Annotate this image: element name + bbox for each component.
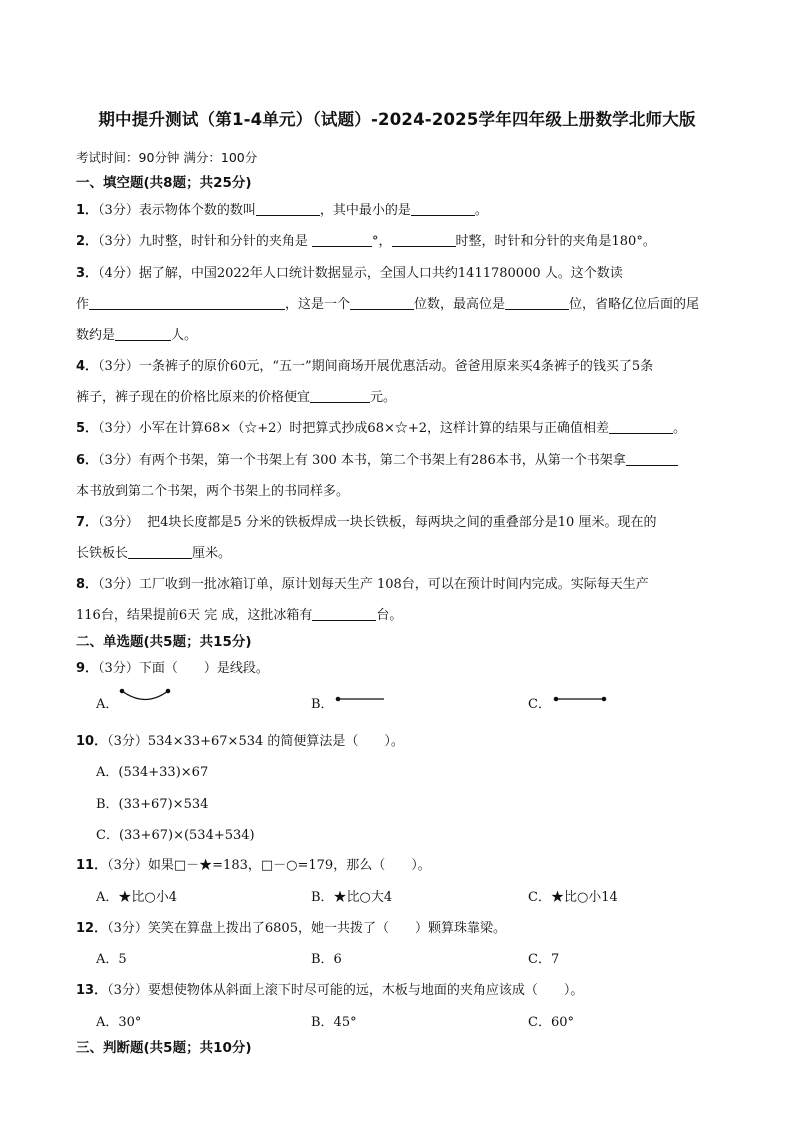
answer-blank[interactable] [609, 419, 673, 434]
question-score: （3分） [107, 858, 148, 873]
question-text: 元。 [370, 390, 397, 405]
answer-blank[interactable] [256, 201, 320, 216]
answer-blank[interactable] [310, 388, 370, 403]
question-10 [76, 730, 404, 749]
answer-blank[interactable] [392, 232, 456, 247]
question-number: 12． [76, 921, 108, 936]
question-text: 有两个书架，第一个书架上有 300 本书，第二个书架上有286本书，从第一个书架拿 [138, 453, 626, 468]
question-number: 3． [76, 266, 99, 281]
question-text: 数约是 [76, 328, 116, 343]
answer-blank[interactable] [626, 451, 678, 466]
question-text: 厘米。 [192, 546, 232, 561]
question-3 [76, 262, 623, 281]
question-score: （3分） [107, 734, 148, 749]
question-6 [76, 449, 678, 468]
section-heading-fill-in: 一、填空题(共8题；共25分) [76, 175, 252, 191]
question-text: 九时整，时针和分针的夹角是 [138, 234, 308, 249]
question-4-line-2 [76, 386, 396, 405]
option-c[interactable]: C．60° [528, 1015, 574, 1030]
question-2 [76, 230, 656, 249]
option-c[interactable]: C．★比○小14 [528, 890, 618, 905]
answer-blank[interactable] [128, 544, 192, 559]
question-number: 1． [76, 203, 99, 218]
question-text: 116台，结果提前6天 完 成，这批冰箱有 [76, 608, 313, 623]
option-a[interactable]: A．5 [96, 952, 127, 967]
question-number: 8． [76, 577, 99, 592]
option-a[interactable]: A．★比○小4 [96, 890, 178, 905]
option-c[interactable]: C． [528, 697, 551, 712]
page-title: 期中提升测试（第1-4单元）（试题）-2024-2025学年四年级上册数学北师大版 [98, 110, 696, 129]
question-text: 人。 [171, 328, 198, 343]
question-text: 把4块长度都是5 分米的铁板焊成一块长铁板，每两块之间的重叠部分是10 厘米。现在的 [147, 515, 657, 530]
question-text: 如果□－★=183，□－○=179，那么（ ）。 [147, 858, 431, 873]
question-8 [76, 573, 649, 592]
question-9 [76, 657, 269, 676]
question-5 [76, 417, 686, 436]
question-score: （3分） [98, 661, 139, 676]
question-number: 10． [76, 734, 108, 749]
question-text: 下面（ ）是线段。 [138, 661, 269, 676]
answer-blank[interactable] [411, 201, 475, 216]
section-heading-true-false: 三、判断题(共5题；共10分) [76, 1040, 252, 1056]
section-heading-single-choice: 二、单选题(共5题；共15分) [76, 634, 252, 650]
question-text: 位数，最高位是 [414, 297, 506, 312]
answer-blank[interactable] [505, 295, 569, 310]
question-text: 工厂收到一批冰箱订单，原计划每天生产 108台，可以在预计时间内完成。实际每天生产 [138, 577, 649, 592]
question-score: （3分） [98, 515, 139, 530]
question-3-line-3 [76, 324, 197, 343]
answer-blank[interactable] [89, 295, 285, 310]
question-number: 13． [76, 983, 108, 998]
question-score: （3分） [98, 234, 139, 249]
option-c[interactable]: C．(33+67)×(534+534) [96, 828, 255, 843]
question-number: 6． [76, 453, 99, 468]
question-text: 小军在计算68×（☆+2）时把算式抄成68×☆+2，这样计算的结果与正确值相差 [138, 421, 610, 436]
question-1 [76, 199, 488, 218]
question-text: 作 [76, 297, 90, 312]
question-number: 11． [76, 858, 108, 873]
option-c[interactable]: C．7 [528, 952, 560, 967]
question-score: （3分） [98, 577, 139, 592]
exam-info: 考试时间：90分钟 满分：100分 [76, 150, 258, 165]
question-number: 2． [76, 234, 99, 249]
answer-blank[interactable] [115, 326, 171, 341]
question-number: 7． [76, 515, 99, 530]
question-text: 长铁板长 [76, 546, 129, 561]
curve-figure-icon [118, 684, 178, 706]
question-6-line-2: 本书放到第二个书架，两个书架上的书同样多。 [76, 484, 350, 499]
option-b[interactable]: B．6 [311, 952, 342, 967]
question-13 [76, 979, 583, 998]
question-4 [76, 355, 653, 374]
ray-figure-icon [334, 694, 390, 704]
question-text: 笑笑在算盘上拨出了6805，她一共拨了（ ）颗算珠靠梁。 [147, 921, 506, 936]
question-text: ，这是一个 [285, 297, 351, 312]
segment-figure-icon [552, 694, 610, 704]
question-text: 表示物体个数的数叫 [138, 203, 256, 218]
option-b[interactable]: B． [311, 697, 334, 712]
question-3-line-2 [76, 293, 699, 312]
question-text: 时整，时针和分针的夹角是180°。 [455, 234, 656, 249]
question-score: （3分） [107, 921, 148, 936]
question-11 [76, 854, 431, 873]
question-number: 4． [76, 359, 99, 374]
question-score: （3分） [98, 453, 139, 468]
question-text: 台。 [376, 608, 403, 623]
question-text: 一条裤子的原价60元，“五一”期间商场开展优惠活动。爸爸用原来买4条裤子的钱买了5条 [138, 359, 654, 374]
option-a[interactable]: A．30° [96, 1015, 142, 1030]
question-7 [76, 511, 656, 530]
answer-blank[interactable] [312, 232, 372, 247]
option-b[interactable]: B．★比○大4 [311, 890, 393, 905]
question-score: （3分） [98, 203, 139, 218]
question-12 [76, 917, 506, 936]
question-text: 。 [673, 421, 687, 436]
question-text: 要想使物体从斜面上滚下时尽可能的远，木板与地面的夹角应该成（ ）。 [147, 983, 584, 998]
question-score: （3分） [98, 359, 139, 374]
question-8-line-2 [76, 604, 402, 623]
option-b[interactable]: B．45° [311, 1015, 357, 1030]
answer-blank[interactable] [312, 606, 376, 621]
answer-blank[interactable] [350, 295, 414, 310]
question-text: 裤子，裤子现在的价格比原来的价格便宜 [76, 390, 311, 405]
question-score: （3分） [98, 421, 139, 436]
question-text: ，其中最小的是 [319, 203, 411, 218]
question-text: 534×33+67×534 的简便算法是（ ）。 [147, 734, 404, 749]
question-score: （3分） [107, 983, 148, 998]
question-number: 5． [76, 421, 99, 436]
option-a[interactable]: A． [96, 697, 119, 712]
question-text: 。 [474, 203, 488, 218]
question-score: （4分） [98, 266, 139, 281]
option-a[interactable]: A．(534+33)×67 [96, 765, 209, 780]
question-number: 9． [76, 661, 99, 676]
option-b[interactable]: B．(33+67)×534 [96, 797, 209, 812]
question-text: 位，省略亿位后面的尾 [569, 297, 700, 312]
question-7-line-2 [76, 542, 231, 561]
question-text: 据了解，中国2022年人口统计数据显示，全国人口共约1411780000 人。这个数读 [138, 266, 623, 281]
question-text: °， [371, 234, 392, 249]
